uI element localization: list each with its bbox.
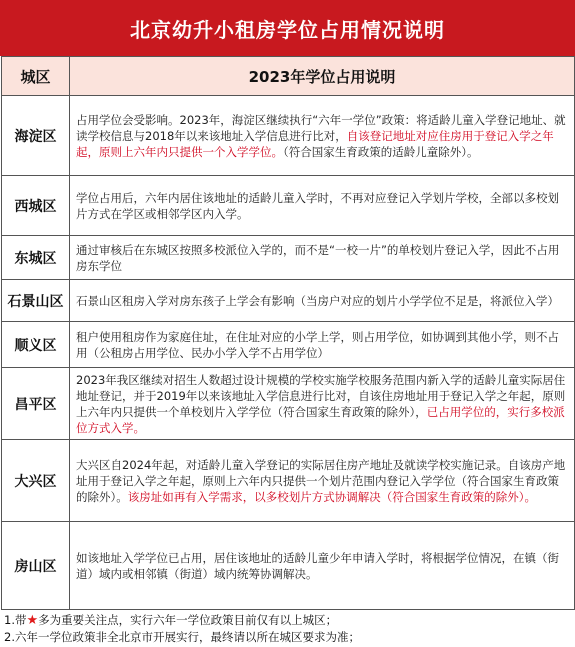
- district-description: [70, 236, 575, 280]
- description-text: 占用学位会受影响。2023年，海淀区继续执行“六年一学位”政策：将适龄儿童入学登记地址、就读学校信息与2018年以来该地址入学信息进行比对，: [76, 112, 566, 143]
- column-header-district: 城区: [2, 57, 70, 96]
- footnotes: [0, 610, 575, 647]
- description-text: 学位占用后，六年内居住该地址的适龄儿童入学时，不再对应登记入学划片学校，全部以多校划片方式在学区或相邻学区内入学。: [76, 190, 559, 221]
- district-name: 海淀区: [2, 96, 70, 176]
- footnote-2: 2.六年一学位政策非全北京市开展实行，最终请以所在城区要求为准；: [4, 630, 360, 644]
- column-header-description: 2023年学位占用说明: [70, 57, 575, 96]
- district-description: [70, 96, 575, 176]
- district-description: [70, 368, 575, 440]
- district-description: [70, 176, 575, 236]
- table-row: [2, 176, 575, 236]
- district-name: 顺义区: [2, 322, 70, 368]
- highlighted-text: 该房址如再有入学需求，以多校划片方式协调解决（符合国家生育政策的除外）。: [127, 489, 536, 504]
- footnote-1: [4, 612, 571, 629]
- district-description: [70, 440, 575, 522]
- description-text: 大兴区自2024年起，对适龄儿童入学登记的实际居住房产地址及就读学校实施记录。自该房产地址用于登记入学之年起，原则上六年内只提供一个划片范围内登记入学学位（符合国家生育政策的除外）。: [76, 457, 566, 504]
- table-row: [2, 440, 575, 522]
- page-title-banner: [0, 0, 575, 56]
- table-row: [2, 236, 575, 280]
- table-row: [2, 280, 575, 322]
- district-name: 大兴区: [2, 440, 70, 522]
- description-text: （符合国家生育政策的适龄儿童除外）。: [283, 144, 479, 159]
- page-title: 北京幼升小租房学位占用情况说明: [130, 17, 445, 42]
- description-text: 如该地址入学学位已占用，居住该地址的适龄儿童少年申请入学时，将根据学位情况，在镇（街道）域内或相邻镇（街道）域内统筹协调解决。: [76, 550, 559, 581]
- description-text: 石景山区租房入学对房东孩子上学会有影响（当房户对应的划片小学学位不足是，将派位入学）: [76, 293, 559, 308]
- table-body: [2, 96, 575, 610]
- district-name: 房山区: [2, 522, 70, 610]
- district-name: 西城区: [2, 176, 70, 236]
- policy-table: [1, 56, 575, 610]
- description-text: 2023年我区继续对招生人数超过设计规模的学校实施学校服务范围内新入学的适龄儿童实际居住地址登记，并于2019年以来该地址入学信息进行比对，自该住房地址用于登记入学之年起，原则上六年内只提供一个单校划片入学学位（符合国家生育政策的除外），: [76, 372, 566, 419]
- highlighted-text: 已占用学位的，实行多校派位方式入学。: [76, 404, 565, 435]
- district-description: [70, 322, 575, 368]
- footnote-1-text: 多为重要关注点，实行六年一学位政策目前仅有以上城区；: [38, 613, 338, 627]
- district-description: [70, 522, 575, 610]
- district-name: 石景山区: [2, 280, 70, 322]
- table-header-row: [2, 57, 575, 96]
- highlighted-text: 自该登记地址对应住房用于登记入学之年起，原则上六年内只提供一个入学学位。: [76, 128, 554, 159]
- table-row: [2, 368, 575, 440]
- district-description: [70, 280, 575, 322]
- table-row: [2, 322, 575, 368]
- district-name: 昌平区: [2, 368, 70, 440]
- district-name: 东城区: [2, 236, 70, 280]
- footnote-1-prefix: 1.带: [4, 613, 27, 627]
- description-text: 租户使用租房作为家庭住址，在住址对应的小学上学，则占用学位，如协调到其他小学，则不占用（公租房占用学位、民办小学入学不占用学位）: [76, 329, 559, 360]
- table-row: [2, 96, 575, 176]
- description-text: 通过审核后在东城区按照多校派位入学的，而不是“一校一片”的单校划片登记入学，因此不占用房东学位: [76, 242, 560, 273]
- star-icon: ★: [26, 613, 39, 628]
- table-row: [2, 522, 575, 610]
